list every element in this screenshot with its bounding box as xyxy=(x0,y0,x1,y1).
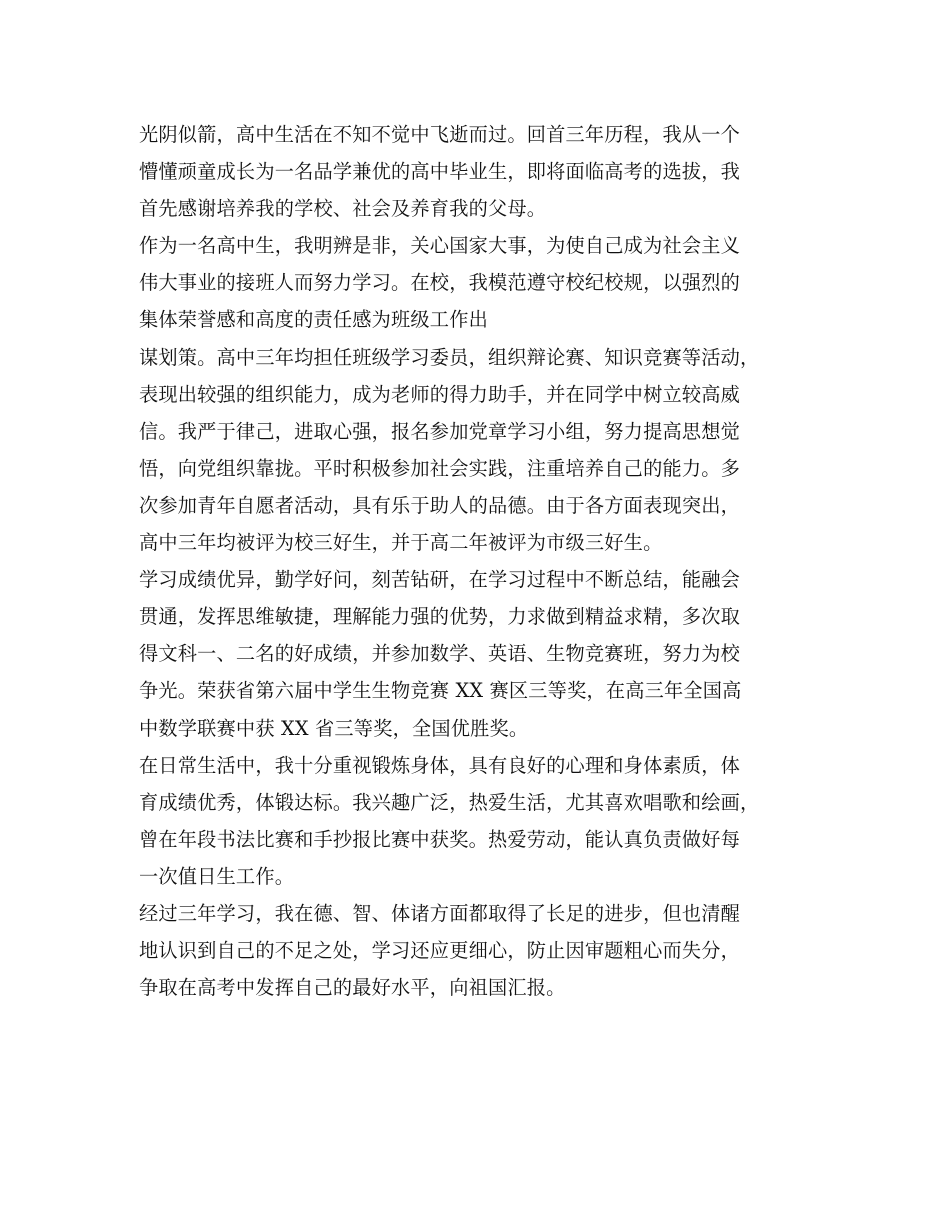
text-line: 谋划策。高中三年均担任班级学习委员，组织辩论赛、知识竞赛等活动， xyxy=(139,345,760,369)
text-line: 争取在高考中发挥自己的最好水平，向祖国汇报。 xyxy=(139,976,566,1000)
text-line: 伟大事业的接班人而努力学习。在校，我模范遵守校纪校规，以强烈的 xyxy=(139,271,741,295)
text-line: 地认识到自己的不足之处，学习还应更细心，防止因审题粗心而失分， xyxy=(139,939,741,963)
text-line: 在日常生活中，我十分重视锻炼身体，具有良好的心理和身体素质，体 xyxy=(139,753,741,777)
text-line: 懵懂顽童成长为一名品学兼优的高中毕业生，即将面临高考的选拔，我 xyxy=(139,160,741,184)
text-line: 曾在年段书法比赛和手抄报比赛中获奖。热爱劳动，能认真负责做好每 xyxy=(139,827,741,851)
text-line: 得文科一、二名的好成绩，并参加数学、英语、生物竞赛班，努力为校 xyxy=(139,642,741,666)
text-line: 学习成绩优异，勤学好问，刻苦钻研，在学习过程中不断总结，能融会 xyxy=(139,568,741,592)
text-line: 经过三年学习，我在德、智、体诸方面都取得了长足的进步，但也清醒 xyxy=(139,901,741,925)
text-line: 高中三年均被评为校三好生，并于高二年被评为市级三好生。 xyxy=(139,531,663,555)
text-line: 悟，向党组织靠拢。平时积极参加社会实践，注重培养自己的能力。多 xyxy=(139,456,741,480)
text-line: 贯通，发挥思维敏捷，理解能力强的优势，力求做到精益求精，多次取 xyxy=(139,605,741,629)
text-line: 首先感谢培养我的学校、社会及养育我的父母。 xyxy=(139,197,547,221)
text-line: 次参加青年自愿者活动，具有乐于助人的品德。由于各方面表现突出， xyxy=(139,493,741,517)
text-line: 表现出较强的组织能力，成为老师的得力助手，并在同学中树立较高威 xyxy=(139,382,741,406)
text-line: 作为一名高中生，我明辨是非，关心国家大事，为使自己成为社会主义 xyxy=(139,234,741,258)
document-body xyxy=(139,116,829,1006)
text-line: 光阴似箭，高中生活在不知不觉中飞逝而过。回首三年历程，我从一个 xyxy=(139,123,741,146)
text-line: 中数学联赛中获 XX 省三等奖，全国优胜奖。 xyxy=(139,716,529,740)
text-line: 育成绩优秀，体锻达标。我兴趣广泛，热爱生活，尤其喜欢唱歌和绘画， xyxy=(139,790,760,814)
text-line: 信。我严于律己，进取心强，报名参加党章学习小组，努力提高思想觉 xyxy=(139,419,741,443)
text-line: 争光。荣获省第六届中学生生物竞赛 XX 赛区三等奖，在高三年全国高 xyxy=(139,679,742,703)
text-line: 一次值日生工作。 xyxy=(139,864,295,888)
text-line: 集体荣誉感和高度的责任感为班级工作出 xyxy=(139,308,488,332)
